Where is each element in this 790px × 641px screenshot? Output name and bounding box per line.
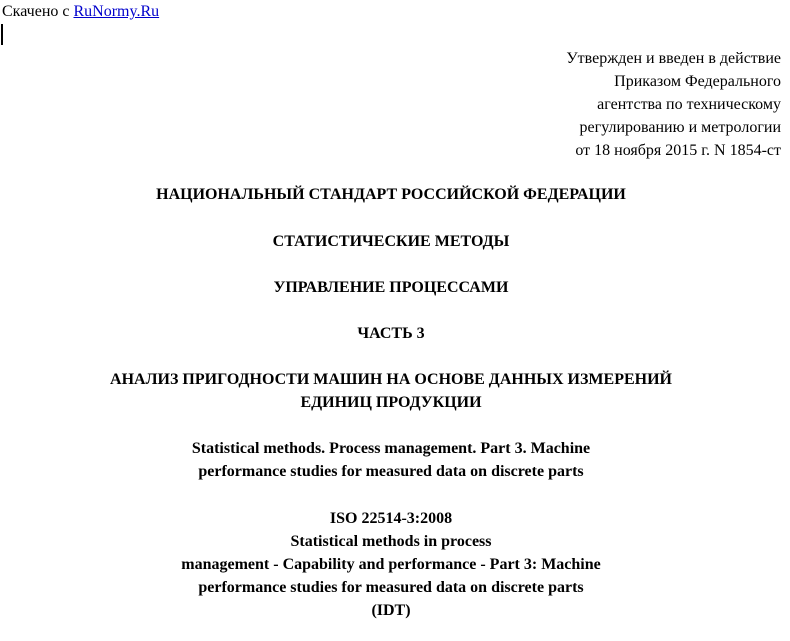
source-line xyxy=(2,2,159,22)
analysis-title xyxy=(0,368,782,414)
iso-title-line: Statistical methods in process xyxy=(290,533,492,550)
approval-line: Утвержден и введен в действие xyxy=(566,50,781,67)
text-cursor xyxy=(1,24,3,45)
analysis-title-line: АНАЛИЗ ПРИГОДНОСТИ МАШИН НА ОСНОВЕ ДАННЫХ ИЗМЕРЕНИЙ xyxy=(110,371,672,388)
iso-title-line: management - Capability and performance - Part 3: Machine xyxy=(181,556,601,573)
iso-title-line: performance studies for measured data on discrete parts xyxy=(198,579,584,596)
approval-line: от 18 ноября 2015 г. N 1854-ст xyxy=(575,142,781,159)
iso-reference xyxy=(0,507,782,622)
national-standard-title: НАЦИОНАЛЬНЫЙ СТАНДАРТ РОССИЙСКОЙ ФЕДЕРАЦИИ xyxy=(156,186,626,203)
statistical-methods-title: СТАТИСТИЧЕСКИЕ МЕТОДЫ xyxy=(272,233,510,250)
approval-line: агентства по техническому xyxy=(597,96,781,113)
approval-line: Приказом Федерального xyxy=(614,73,781,90)
runormy-link[interactable]: RuNormy.Ru xyxy=(73,3,160,20)
analysis-title-line: ЕДИНИЦ ПРОДУКЦИИ xyxy=(300,394,482,411)
source-prefix: Скачено с xyxy=(2,3,74,20)
english-title-line: Statistical methods. Process management. Part 3. Machine xyxy=(191,440,591,457)
process-management-title: УПРАВЛЕНИЕ ПРОЦЕССАМИ xyxy=(273,279,509,296)
part-title: ЧАСТЬ 3 xyxy=(357,325,425,342)
iso-number: ISO 22514-3:2008 xyxy=(329,510,453,527)
english-title xyxy=(0,437,782,483)
iso-identity-mark: (IDT) xyxy=(371,602,411,619)
approval-line: регулированию и метрологии xyxy=(579,119,781,136)
approval-block xyxy=(566,47,781,162)
english-title-line: performance studies for measured data on discrete parts xyxy=(198,463,584,480)
